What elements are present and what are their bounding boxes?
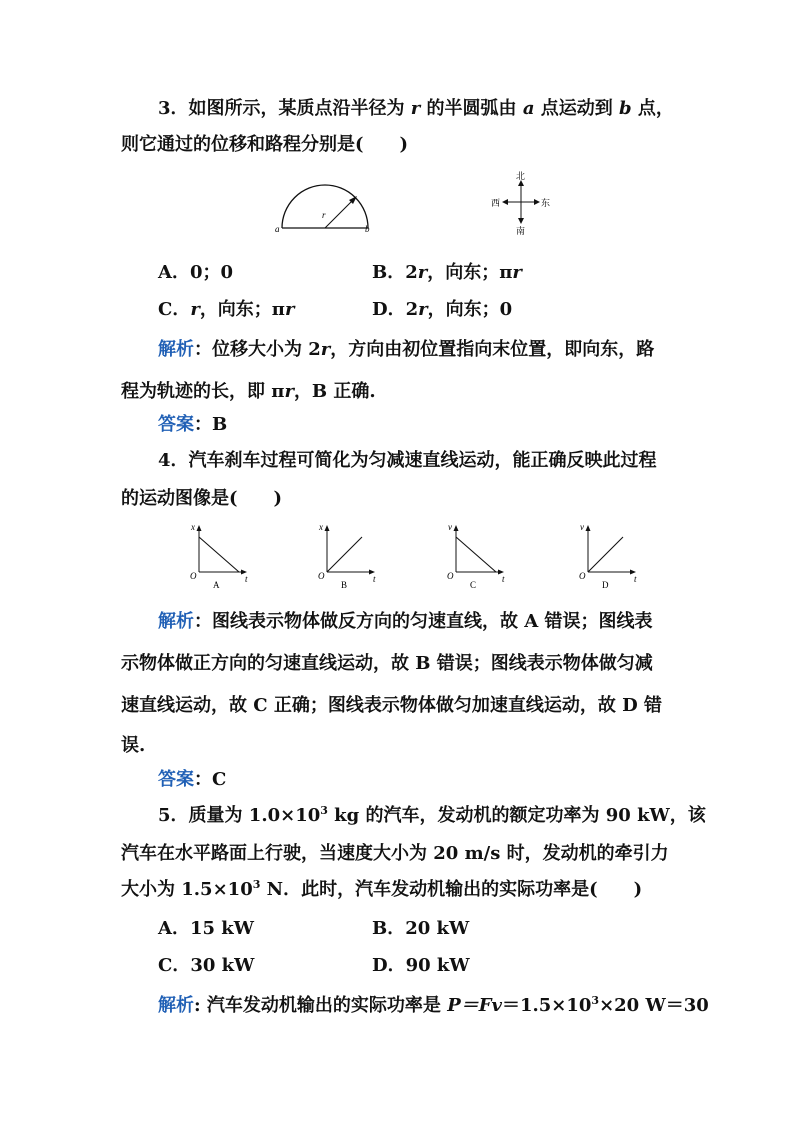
origin-label: O (190, 571, 197, 581)
q5-option-b: B．20 kW (372, 918, 470, 939)
y-axis-arrow-icon (197, 525, 202, 531)
q5-option-c: C．30 kW (158, 955, 255, 976)
q3-option-d: D．2r，向东；0 (372, 299, 513, 320)
y-axis-label: x (191, 522, 195, 532)
q3-answer: 答案：B (158, 414, 228, 435)
q4-analysis-line2: 示物体做正方向的匀速直线运动，故 B 错误；图线表示物体做匀减 (121, 653, 653, 674)
graph-option-label: B (341, 580, 348, 590)
x-axis-label: t (634, 574, 637, 584)
q3-option-c: C．r，向东；πr (158, 299, 295, 320)
graph-c (440, 520, 512, 590)
compass-figure (488, 168, 554, 238)
q3-semicircle-figure (270, 182, 380, 240)
y-axis-label: v (448, 522, 452, 532)
graph-option-label: D (602, 580, 609, 590)
y-axis-arrow-icon (586, 525, 591, 531)
y-axis-label: v (580, 522, 584, 532)
y-axis-label: x (319, 522, 323, 532)
q5-option-d: D．90 kW (372, 955, 470, 976)
q4-stem-line2: 的运动图像是( ) (121, 488, 283, 509)
compass-west-label: 西 (491, 198, 501, 208)
compass-south-label: 南 (516, 226, 526, 236)
q5-stem-line2: 汽车在水平路面上行驶，当速度大小为 20 m/s 时，发动机的牵引力 (121, 843, 669, 864)
x-axis-label: t (245, 574, 248, 584)
y-axis-arrow-icon (454, 525, 459, 531)
graph-line (199, 537, 239, 572)
q4-analysis-line4: 误. (121, 735, 146, 756)
x-axis-label: t (502, 574, 505, 584)
origin-label: O (318, 571, 325, 581)
q4-analysis-line3: 速直线运动，故 C 正确；图线表示物体做匀加速直线运动，故 D 错 (121, 695, 662, 716)
q5-stem-line3: 大小为 $1.5\times 10^3$ N．此时，汽车发动机输出的实际功率是( ) (121, 878, 643, 900)
point-a-label: a (275, 224, 280, 234)
origin-label: O (447, 571, 454, 581)
radius-arrow (325, 199, 354, 228)
origin-label: O (579, 571, 586, 581)
radius-label: r (322, 210, 326, 220)
point-b-label: b (365, 224, 370, 234)
west-arrow-icon (502, 199, 508, 205)
q4-analysis-line1: 解析：图线表示物体做反方向的匀速直线，故 A 错误；图线表 (158, 611, 653, 632)
q3-option-a: A．0；0 (158, 262, 234, 283)
q5-analysis-line1: 解析: 汽车发动机输出的实际功率是 $P=Fv=1.5\times 10^3\times 20$ W＝30 (158, 994, 709, 1016)
south-arrow-icon (518, 218, 524, 224)
compass-east-label: 东 (541, 198, 551, 208)
east-arrow-icon (534, 199, 540, 205)
semicircle-arc (282, 185, 368, 228)
q4-stem-line1: 4．汽车刹车过程可简化为匀减速直线运动，能正确反映此过程 (158, 450, 657, 471)
q3-stem-line1: 3．如图所示，某质点沿半径为 r 的半圆弧由 a 点运动到 b 点， (158, 98, 674, 119)
graph-option-label: C (470, 580, 477, 590)
q5-stem-line1: 5．质量为 $1.0\times 10^3$ kg 的汽车，发动机的额定功率为 90 kW，该 (158, 804, 706, 826)
graph-line (588, 537, 623, 572)
q3-stem-line2: 则它通过的位移和路程分别是( ) (121, 134, 409, 155)
q3-analysis-line1: 解析：位移大小为 2r，方向由初位置指向末位置，即向东，路 (158, 339, 655, 360)
graph-line (327, 537, 362, 572)
x-axis-label: t (373, 574, 376, 584)
graph-d (572, 520, 644, 590)
graph-a (183, 520, 255, 590)
q3-option-b: B．2r，向东；πr (372, 262, 522, 283)
y-axis-arrow-icon (325, 525, 330, 531)
q5-option-a: A．15 kW (158, 918, 254, 939)
compass-north-label: 北 (516, 171, 526, 181)
graph-line (456, 537, 496, 572)
q3-analysis-line2: 程为轨迹的长，即 πr，B 正确. (121, 381, 376, 402)
graph-option-label: A (213, 580, 220, 590)
graph-b (311, 520, 383, 590)
q4-answer: 答案：C (158, 769, 227, 790)
